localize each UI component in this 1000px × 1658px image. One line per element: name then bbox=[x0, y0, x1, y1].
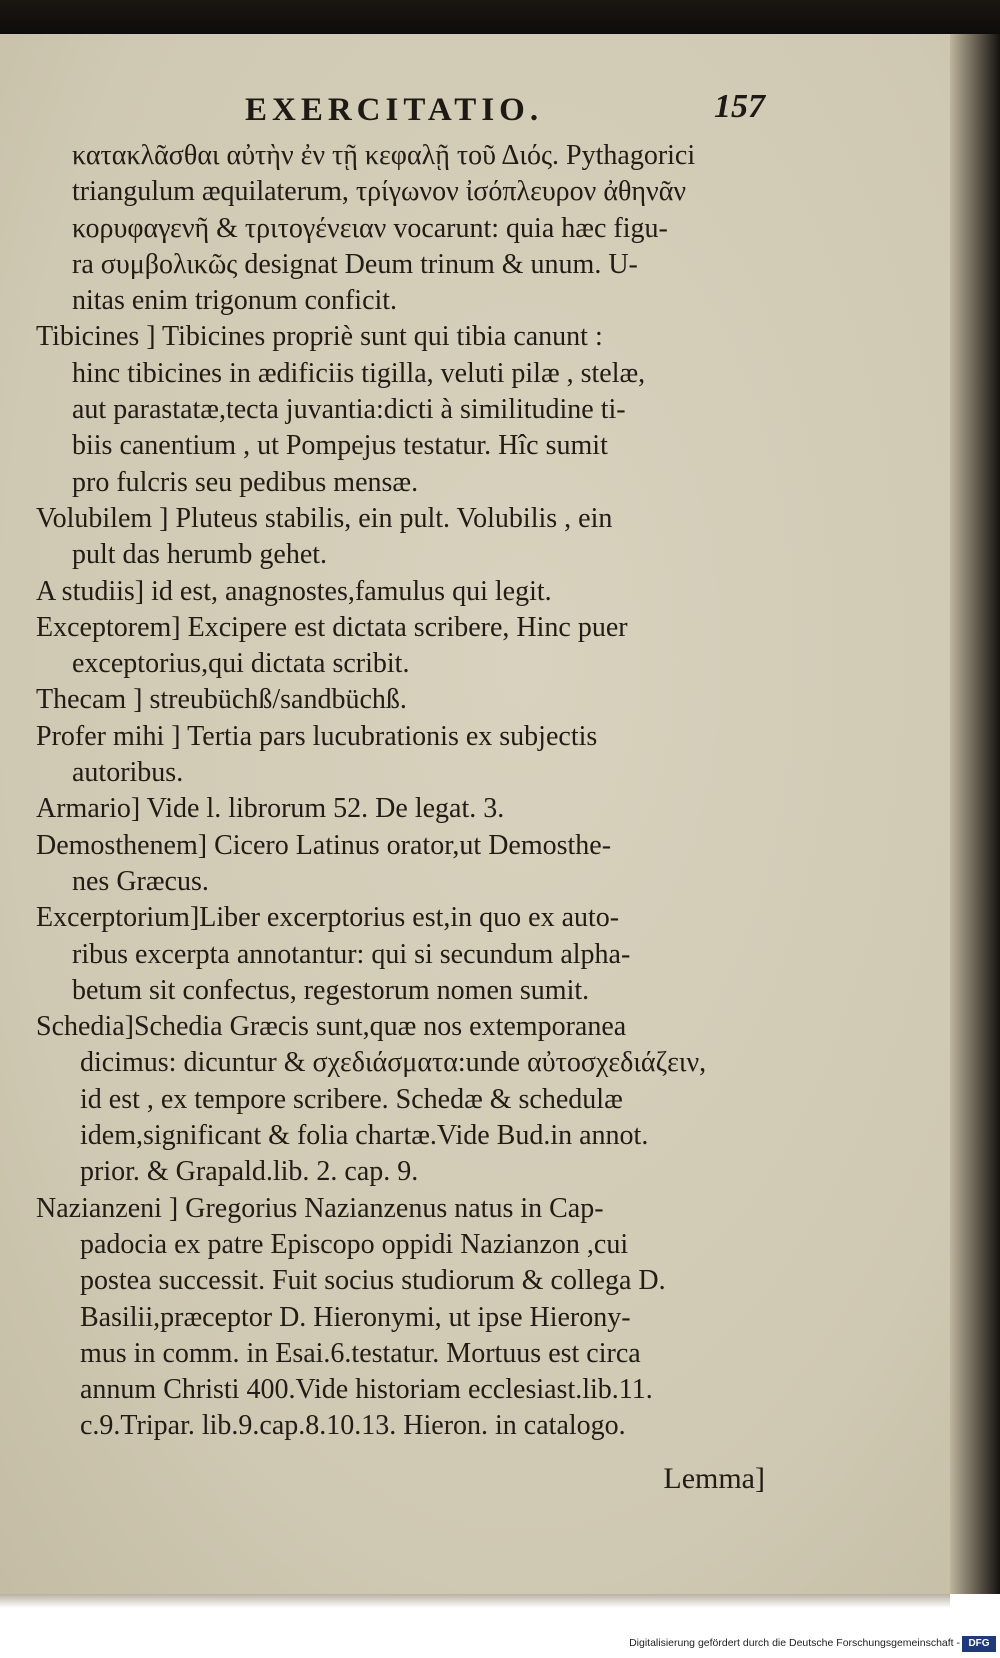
text-line-lemma: Thecam ] streubüchß/sandbüchß. bbox=[36, 684, 407, 716]
scan-top-shadow bbox=[0, 0, 1000, 34]
text-line: autoribus. bbox=[72, 757, 184, 789]
text-line: aut parastatæ,tecta juvantia:dicti à similitudine ti- bbox=[72, 394, 626, 426]
text-line-lemma: Excerptorium]Liber excerptorius est,in quo ex auto- bbox=[36, 902, 620, 934]
text-line-lemma: Armario] Vide l. librorum 52. De legat. 3. bbox=[36, 793, 505, 825]
text-line: triangulum æquilaterum, τρίγωνον ἰσόπλευρον ἀθηνᾶν bbox=[72, 176, 687, 208]
text-line: Basilii,præceptor D. Hieronymi, ut ipse Hierony- bbox=[80, 1301, 631, 1333]
text-line: hinc tibicines in ædificiis tigilla, veluti pilæ , stelæ, bbox=[72, 357, 646, 389]
page-header bbox=[245, 88, 765, 132]
text-line: id est , ex tempore scribere. Schedæ & schedulæ bbox=[80, 1083, 623, 1115]
text-line: biis canentium , ut Pompejus testatur. Hîc sumit bbox=[72, 430, 608, 462]
text-line: ribus excerpta annotantur: qui si secundum alpha- bbox=[72, 938, 631, 970]
dfg-logo-badge[interactable]: DFG bbox=[962, 1636, 996, 1652]
text-line-lemma: Exceptorem] Excipere est dictata scribere, Hinc puer bbox=[36, 611, 628, 643]
text-block bbox=[36, 138, 766, 1445]
text-line: pro fulcris seu pedibus mensæ. bbox=[72, 466, 419, 498]
text-line-lemma: Tibicines ] Tibicines propriè sunt qui tibia canunt : bbox=[36, 321, 603, 353]
text-line: κατακλᾶσθαι αὐτὴν ἐν τῇ κεφαλῇ τοῦ Διός. Pythagorici bbox=[72, 140, 696, 171]
text-line: postea successit. Fuit socius studiorum & collega D. bbox=[80, 1265, 666, 1297]
text-line: κορυφαγενῆ & τριτογένειαν vocarunt: quia hæc figu- bbox=[72, 212, 668, 244]
running-head: EXERCITATIO. bbox=[245, 92, 544, 128]
text-line: ra συμβολικῶς designat Deum trinum & unum. U- bbox=[72, 248, 638, 280]
text-line: annum Christi 400.Vide historiam ecclesiast.lib.11. bbox=[80, 1374, 653, 1406]
text-line: prior. & Grapald.lib. 2. cap. 9. bbox=[80, 1156, 419, 1188]
text-line-lemma: Schedia]Schedia Græcis sunt,quæ nos extemporanea bbox=[36, 1011, 627, 1043]
page-number: 157 bbox=[714, 88, 765, 125]
text-line: betum sit confectus, regestorum nomen sumit. bbox=[72, 974, 590, 1006]
text-line-lemma: Profer mihi ] Tertia pars lucubrationis ex subjectis bbox=[36, 720, 598, 752]
text-line: padocia ex patre Episcopo oppidi Nazianzon ,cui bbox=[80, 1228, 629, 1260]
text-line-lemma: Demosthenem] Cicero Latinus orator,ut Demosthe- bbox=[36, 829, 612, 861]
text-line: nes Græcus. bbox=[72, 865, 209, 897]
text-line: exceptorius,qui dictata scribit. bbox=[72, 648, 410, 680]
text-line-lemma: A studiis] id est, anagnostes,famulus qui legit. bbox=[36, 575, 552, 607]
catchword: Lemma] bbox=[663, 1462, 765, 1495]
page-edge-shadow bbox=[950, 34, 1000, 1594]
text-line: idem,significant & folia chartæ.Vide Bud.in annot. bbox=[80, 1120, 649, 1152]
text-line: c.9.Tripar. lib.9.cap.8.10.13. Hieron. in catalogo. bbox=[80, 1410, 626, 1442]
digitization-credit: Digitalisierung gefördert durch die Deutsche Forschungsgemeinschaft - bbox=[629, 1637, 960, 1649]
page-bottom-shadow bbox=[0, 1594, 950, 1608]
text-line: mus in comm. in Esai.6.testatur. Mortuus est circa bbox=[80, 1337, 641, 1369]
text-line-lemma: Nazianzeni ] Gregorius Nazianzenus natus in Cap- bbox=[36, 1192, 604, 1224]
text-line: pult das herumb gehet. bbox=[72, 539, 328, 571]
text-line-lemma: Volubilem ] Pluteus stabilis, ein pult. Volubilis , ein bbox=[36, 502, 613, 534]
text-line: dicimus: dicuntur & σχεδιάσματα:unde αὐτοσχεδιάζειν, bbox=[80, 1047, 707, 1079]
text-line: nitas enim trigonum conficit. bbox=[72, 285, 398, 317]
